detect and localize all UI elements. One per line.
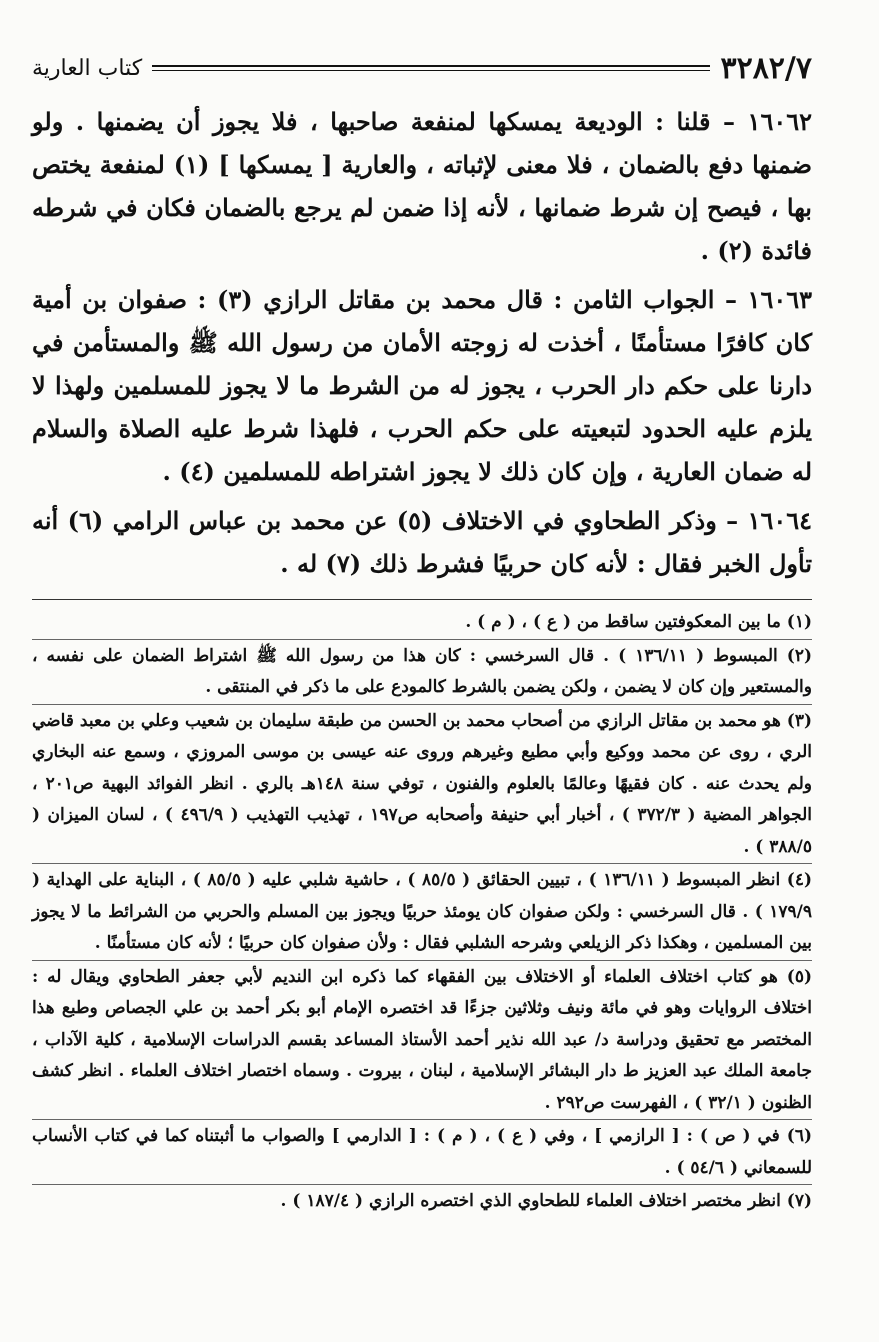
footnote-5: (٥) هو كتاب اختلاف العلماء أو الاختلاف بين الفقهاء كما ذكره ابن النديم لأبي جعفر الطحاوي ويقال له : اختلاف الروايات وهو في مائة ونيف وثلاثين جزءًا قد اختصره الإمام أبو بكر أحمد بن علي الجصاص وطبع هذا المختصر مع تحقيق ودراسة د/ عبد الله نذير أحمد الأستاذ المساعد بقسم الدراسات الإسلامية ، كلية الآداب ، جامعة الملك عبد العزيز ط دار البشائر الإسلامية ، لبنان ، بيروت . وسماه اختصار اختلاف العلماء . انظر كشف الظنون ( ٣٢/١ ) ، الفهرست ص٢٩٢ . xyxy=(32,960,812,1120)
footnote-3: (٣) هو محمد بن مقاتل الرازي من أصحاب محمد بن الحسن من طبقة سليمان بن شعيب وعلي بن معبد قاضي الري ، روى عن محمد ووكيع وأبي مطيع وغيرهم وروى عنه عيسى بن موسى المروزي ، وسمع عنه البخاري ولم يحدث عنه . كان فقيهًا وعالمًا بالعلوم والفنون ، توفي سنة ١٤٨هـ بالري . انظر الفوائد البهية ص٢٠١ ، الجواهر المضية ( ٣٧٢/٣ ) ، أخبار أبي حنيفة وأصحابه ص١٩٧ ، تهذيب التهذيب ( ٤٩٦/٩ ) ، لسان الميزان ( ٣٨٨/٥ ) . xyxy=(32,704,812,864)
paragraph-16062: ١٦٠٦٢ – قلنا : الوديعة يمسكها لمنفعة صاحبها ، فلا يجوز أن يضمنها . ولو ضمنها دفع بالضمان ، فلا معنى لإثباته ، والعارية [ يمسكها ] (١) لمنفعة يختص بها ، فيصح إن شرط ضمانها ، لأنه إذا ضمن لم يرجع بالضمان فكان في شرطه فائدة (٢) . xyxy=(32,107,812,265)
footnote-6: (٦) في ( ص ) : [ الرازمي ] ، وفي ( ع ) ، ( م ) : [ الدارمي ] والصواب ما أثبتناه كما في كتاب الأنساب للسمعاني ( ٥٤/٦ ) . xyxy=(32,1119,812,1184)
footnote-separator xyxy=(32,599,812,600)
page-header xyxy=(32,40,812,96)
footnote-4: (٤) انظر المبسوط ( ١٣٦/١١ ) ، تبيين الحقائق ( ٨٥/٥ ) ، حاشية شلبي عليه ( ٨٥/٥ ) ، البناية على الهداية ( ١٧٩/٩ ) . قال السرخسي : ولكن صفوان كان يومئذ حربيًا ويجوز بين المسلم والحربي من الشرائط ما لا يجوز بين المسلمين ، وهكذا ذكر الزيلعي وشرحه الشلبي فقال : ولأن صفوان كان حربيًا ؛ لأنه كان مستأمنًا . xyxy=(32,863,812,960)
main-text xyxy=(32,100,812,585)
footnotes xyxy=(32,606,812,1218)
paragraph-16064: ١٦٠٦٤ – وذكر الطحاوي في الاختلاف (٥) عن محمد بن عباس الرامي (٦) أنه تأول الخبر فقال : لأنه كان حربيًا فشرط ذلك (٧) له . xyxy=(32,506,813,578)
paragraph-16063: ١٦٠٦٣ – الجواب الثامن : قال محمد بن مقاتل الرازي (٣) : صفوان بن أمية كان كافرًا مستأمنًا ، أخذت له زوجته الأمان من رسول الله ﷺ والمستأمن في دارنا على حكم دار الحرب ، يجوز له من الشرط ما لا يجوز للمسلمين ولهذا لا يلزم عليه الحدود لتبعيته على حكم الحرب ، فلهذا شرط عليه الصلاة والسلام له ضمان العارية ، وإن كان ذلك لا يجوز اشتراطه للمسلمين (٤) . xyxy=(32,285,813,486)
footnote-7: (٧) انظر مختصر اختلاف العلماء للطحاوي الذي اختصره الرازي ( ١٨٧/٤ ) . xyxy=(32,1184,812,1218)
footnote-1: (١) ما بين المعكوفتين ساقط من ( ع ) ، ( م ) . xyxy=(465,612,812,632)
header-rule xyxy=(152,65,710,71)
footnote-2: (٢) المبسوط ( ١٣٦/١١ ) . قال السرخسي : كان هذا من رسول الله ﷺ اشتراط الضمان على نفسه ، والمستعير وإن كان لا يضمن ، ولكن يضمن بالشرط كالمودع على ما ذكر في المنتقى . xyxy=(32,639,812,704)
page xyxy=(32,40,812,1218)
book-title: كتاب العارية xyxy=(32,55,143,81)
page-number: ٣٢٨٢/٧ xyxy=(720,50,812,86)
